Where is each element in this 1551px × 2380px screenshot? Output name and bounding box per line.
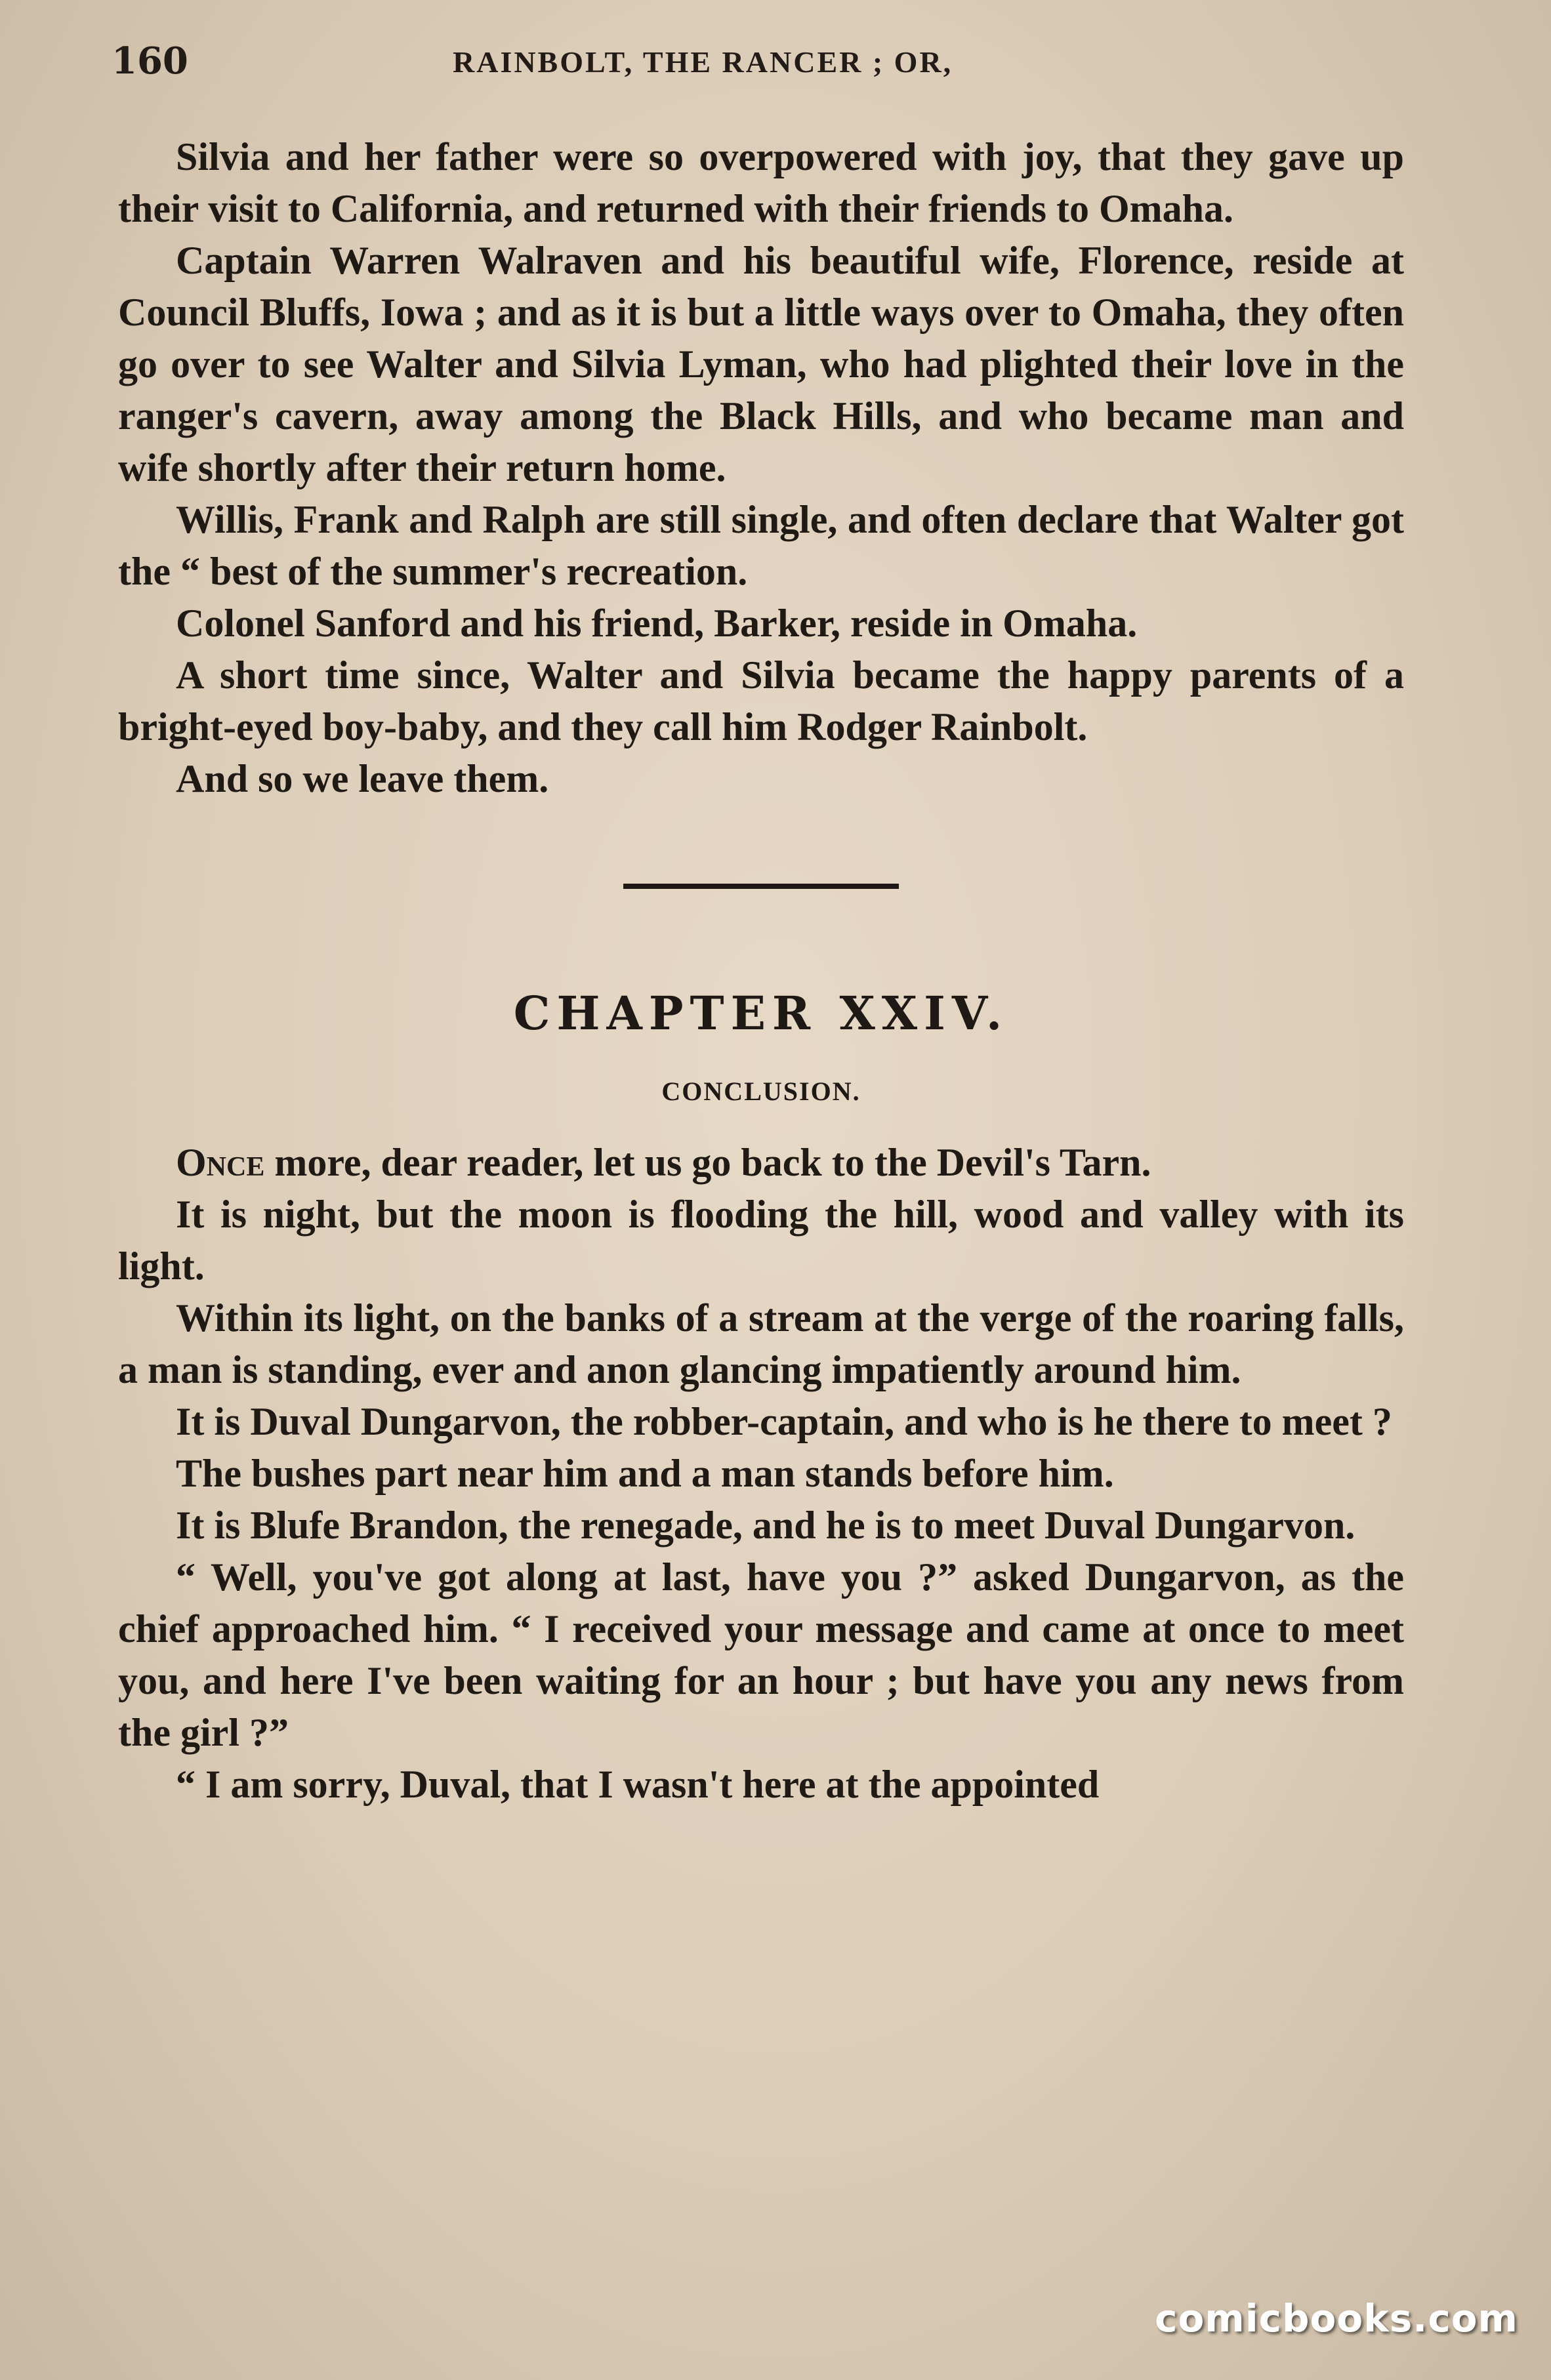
body-text	[118, 131, 1404, 1811]
watermark: comicbooks.com	[1155, 2296, 1518, 2341]
paragraph: It is Blufe Brandon, the renegade, and he is to meet Duval Dungarvon.	[176, 1504, 1355, 1547]
paragraph: It is night, but the moon is flooding the hill, wood and valley with its light.	[118, 1193, 1404, 1288]
paragraph: Willis, Frank and Ralph are still single, and often declare that Walter got the “ best of the summer's recreation.	[118, 498, 1404, 593]
chapter-opening-paragraph	[118, 1137, 1404, 1189]
paragraph: The bushes part near him and a man stands before him.	[176, 1452, 1114, 1495]
paragraph: “ I am sorry, Duval, that I wasn't here at the appointed	[176, 1763, 1100, 1806]
chapter-subtitle: CONCLUSION.	[661, 1077, 861, 1106]
paragraph: Colonel Sanford and his friend, Barker, reside in Omaha.	[176, 602, 1138, 645]
paragraph: Captain Warren Walraven and his beautiful wife, Florence, reside at Council Bluffs, Iowa ; and as it is but a little ways over to Omaha, they often go over to see Walter and Silvia Lyman, who had plighted their love in the ranger's cavern, away among the Black Hills, and who became man and wife shortly after their return home.	[118, 239, 1404, 489]
page-number: 160	[112, 39, 188, 83]
paragraph: Silvia and her father were so overpowered with joy, that they gave up their visit to California, and returned with their friends to Omaha.	[118, 135, 1404, 230]
opening-text: more, dear reader, let us go back to the Devil's Tarn.	[264, 1141, 1151, 1184]
paragraph: “ Well, you've got along at last, have you ?” asked Dungarvon, as the chief approached him. “ I received your message and came at once to meet you, and here I've been waiting for an hour ; but have you any news from the girl ?”	[118, 1555, 1404, 1754]
running-head: RAINBOLT, THE RANCER ; OR,	[453, 45, 953, 79]
page-header	[112, 39, 1424, 98]
opening-word: Once	[176, 1141, 265, 1184]
section-rule	[623, 884, 899, 889]
paragraph: It is Duval Dungarvon, the robber-captain, and who is he there to meet ?	[176, 1400, 1392, 1443]
paragraph: And so we leave them.	[176, 757, 549, 800]
chapter-title: CHAPTER XXIV.	[513, 986, 1009, 1040]
paragraph: Within its light, on the banks of a stream at the verge of the roaring falls, a man is standing, ever and anon glancing impatiently around him.	[118, 1296, 1404, 1391]
paragraph: A short time since, Walter and Silvia became the happy parents of a bright-eyed boy-baby, and they call him Rodger Rainbolt.	[118, 653, 1404, 749]
